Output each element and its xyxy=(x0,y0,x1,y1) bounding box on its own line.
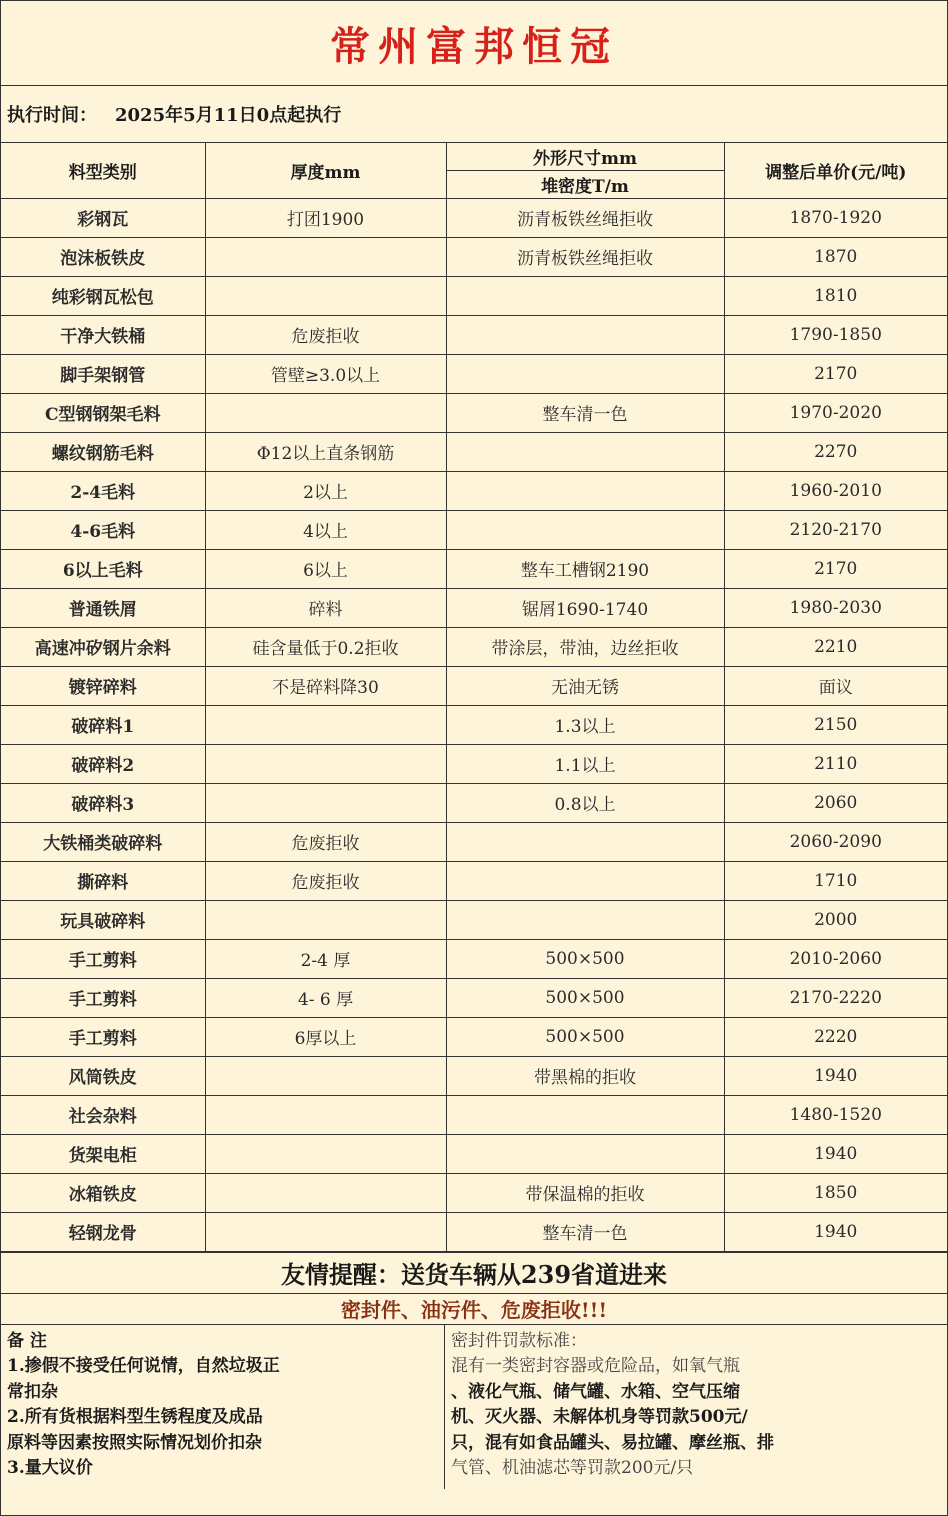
row-price: 1870-1920 xyxy=(724,198,947,237)
row-price: 1940 xyxy=(724,1134,947,1173)
table-row xyxy=(1,1134,947,1173)
table-row xyxy=(1,1212,947,1251)
row-size: 整车工槽钢2190 xyxy=(446,549,724,588)
row-price: 1790-1850 xyxy=(724,315,947,354)
row-size xyxy=(446,822,724,861)
row-price: 2170 xyxy=(724,354,947,393)
row-thickness: 2-4 厚 xyxy=(205,939,446,978)
row-thickness xyxy=(205,1212,446,1251)
row-thickness xyxy=(205,1173,446,1212)
row-name: 泡沫板铁皮 xyxy=(1,237,205,276)
row-price: 2060-2090 xyxy=(724,822,947,861)
row-name: 破碎料1 xyxy=(1,705,205,744)
row-size xyxy=(446,1095,724,1134)
table-row xyxy=(1,393,947,432)
row-thickness: 硅含量低于0.2拒收 xyxy=(205,627,446,666)
table-row xyxy=(1,510,947,549)
row-size xyxy=(446,276,724,315)
table-row xyxy=(1,588,947,627)
header-type: 料型类别 xyxy=(1,143,205,198)
row-name: 4-6毛料 xyxy=(1,510,205,549)
row-name: 破碎料3 xyxy=(1,783,205,822)
row-name: 冰箱铁皮 xyxy=(1,1173,205,1212)
row-name: 脚手架钢管 xyxy=(1,354,205,393)
execution-time xyxy=(1,86,947,143)
row-name: 手工剪料 xyxy=(1,978,205,1017)
row-name: 6以上毛料 xyxy=(1,549,205,588)
row-size xyxy=(446,510,724,549)
row-price: 2150 xyxy=(724,705,947,744)
delivery-reminder: 友情提醒：送货车辆从239省道进来 xyxy=(1,1252,947,1294)
table-row xyxy=(1,471,947,510)
table-row xyxy=(1,939,947,978)
row-thickness xyxy=(205,237,446,276)
execution-time-label: 执行时间： xyxy=(7,105,97,126)
remarks xyxy=(1,1325,445,1489)
row-name: 彩钢瓦 xyxy=(1,198,205,237)
row-size: 500×500 xyxy=(446,939,724,978)
penalty-line: 机、灭火器、未解体机身等罚款500元/ xyxy=(451,1407,748,1427)
table-row xyxy=(1,744,947,783)
row-size: 1.3以上 xyxy=(446,705,724,744)
row-thickness: 6以上 xyxy=(205,549,446,588)
row-thickness xyxy=(205,783,446,822)
row-size: 整车清一色 xyxy=(446,1212,724,1251)
row-size: 500×500 xyxy=(446,1017,724,1056)
penalty-line: 气管、机油滤芯等罚款200元/只 xyxy=(451,1458,694,1478)
row-size xyxy=(446,1134,724,1173)
row-thickness: 2以上 xyxy=(205,471,446,510)
table-row xyxy=(1,432,947,471)
row-size xyxy=(446,354,724,393)
row-price: 1970-2020 xyxy=(724,393,947,432)
penalty-standard xyxy=(445,1325,947,1489)
row-thickness: 管壁≥3.0以上 xyxy=(205,354,446,393)
penalty-line: 、液化气瓶、储气罐、水箱、空气压缩 xyxy=(451,1381,740,1402)
row-price: 2110 xyxy=(724,744,947,783)
row-name: 社会杂料 xyxy=(1,1095,205,1134)
table-row xyxy=(1,666,947,705)
row-thickness xyxy=(205,1056,446,1095)
header-thickness: 厚度mm xyxy=(205,143,446,198)
row-thickness: 打团1900 xyxy=(205,198,446,237)
row-price: 1480-1520 xyxy=(724,1095,947,1134)
row-thickness xyxy=(205,393,446,432)
price-table-body xyxy=(1,198,947,1251)
row-price: 1940 xyxy=(724,1212,947,1251)
row-price: 面议 xyxy=(724,666,947,705)
row-name: 风筒铁皮 xyxy=(1,1056,205,1095)
penalty-line: 混有一类密封容器或危险品，如氧气瓶 xyxy=(451,1356,740,1376)
table-row xyxy=(1,276,947,315)
row-size xyxy=(446,315,724,354)
row-price: 2220 xyxy=(724,1017,947,1056)
row-size: 无油无锈 xyxy=(446,666,724,705)
row-thickness xyxy=(205,1134,446,1173)
execution-time-value: 2025年5月11日0点起执行 xyxy=(115,105,342,126)
row-thickness: 6厚以上 xyxy=(205,1017,446,1056)
table-row xyxy=(1,198,947,237)
row-name: 破碎料2 xyxy=(1,744,205,783)
row-name: 纯彩钢瓦松包 xyxy=(1,276,205,315)
table-row xyxy=(1,822,947,861)
row-name: 轻钢龙骨 xyxy=(1,1212,205,1251)
header-density: 堆密度T/m xyxy=(446,170,724,198)
table-row xyxy=(1,315,947,354)
table-row xyxy=(1,978,947,1017)
row-name: 干净大铁桶 xyxy=(1,315,205,354)
row-name: 大铁桶类破碎料 xyxy=(1,822,205,861)
remarks-line: 原料等因素按照实际情况划价扣杂 xyxy=(7,1432,262,1453)
row-thickness: 4- 6 厚 xyxy=(205,978,446,1017)
remarks-line: 1.掺假不接受任何说情，自然垃圾正 xyxy=(7,1356,280,1376)
remarks-line: 2.所有货根据料型生锈程度及成品 xyxy=(7,1407,263,1427)
row-size: 带涂层，带油，边丝拒收 xyxy=(446,627,724,666)
price-table xyxy=(1,143,947,1252)
remarks-line: 常扣杂 xyxy=(7,1381,58,1402)
table-row xyxy=(1,705,947,744)
penalty-heading: 密封件罚款标准： xyxy=(451,1330,587,1351)
table-row xyxy=(1,861,947,900)
row-size: 带保温棉的拒收 xyxy=(446,1173,724,1212)
table-row xyxy=(1,1017,947,1056)
row-thickness: 危废拒收 xyxy=(205,315,446,354)
row-price: 1850 xyxy=(724,1173,947,1212)
remarks-line: 3.量大议价 xyxy=(7,1458,93,1478)
remarks-heading: 备 注 xyxy=(7,1330,47,1351)
row-size: 500×500 xyxy=(446,978,724,1017)
row-price: 1710 xyxy=(724,861,947,900)
table-row xyxy=(1,1095,947,1134)
row-name: 手工剪料 xyxy=(1,939,205,978)
table-row xyxy=(1,354,947,393)
row-size: 沥青板铁丝绳拒收 xyxy=(446,237,724,276)
row-name: 玩具破碎料 xyxy=(1,900,205,939)
row-thickness xyxy=(205,705,446,744)
row-size xyxy=(446,471,724,510)
row-thickness xyxy=(205,744,446,783)
row-name: 2-4毛料 xyxy=(1,471,205,510)
row-name: 撕碎料 xyxy=(1,861,205,900)
row-price: 1940 xyxy=(724,1056,947,1095)
header-size: 外形尺寸mm xyxy=(446,143,724,170)
row-size: 沥青板铁丝绳拒收 xyxy=(446,198,724,237)
row-thickness: 不是碎料降30 xyxy=(205,666,446,705)
row-price: 1960-2010 xyxy=(724,471,947,510)
header-price: 调整后单价(元/吨) xyxy=(724,143,947,198)
row-thickness xyxy=(205,1095,446,1134)
row-price: 2120-2170 xyxy=(724,510,947,549)
row-price: 1980-2030 xyxy=(724,588,947,627)
row-size: 整车清一色 xyxy=(446,393,724,432)
table-row xyxy=(1,1173,947,1212)
row-size: 锯屑1690-1740 xyxy=(446,588,724,627)
row-name: 货架电柜 xyxy=(1,1134,205,1173)
row-thickness xyxy=(205,276,446,315)
row-name: 镀锌碎料 xyxy=(1,666,205,705)
row-price: 2270 xyxy=(724,432,947,471)
row-name: 手工剪料 xyxy=(1,1017,205,1056)
row-price: 2170 xyxy=(724,549,947,588)
row-price: 2010-2060 xyxy=(724,939,947,978)
row-price: 1870 xyxy=(724,237,947,276)
row-thickness: 危废拒收 xyxy=(205,861,446,900)
row-size xyxy=(446,432,724,471)
row-size xyxy=(446,861,724,900)
row-price: 2170-2220 xyxy=(724,978,947,1017)
row-size: 1.1以上 xyxy=(446,744,724,783)
row-thickness: 4以上 xyxy=(205,510,446,549)
row-thickness: Φ12以上直条钢筋 xyxy=(205,432,446,471)
penalty-line: 只，混有如食品罐头、易拉罐、摩丝瓶、排 xyxy=(451,1432,774,1453)
table-row xyxy=(1,237,947,276)
row-price: 1810 xyxy=(724,276,947,315)
row-thickness xyxy=(205,900,446,939)
table-row xyxy=(1,549,947,588)
table-row xyxy=(1,1056,947,1095)
row-thickness: 碎料 xyxy=(205,588,446,627)
row-name: 普通铁屑 xyxy=(1,588,205,627)
table-row xyxy=(1,900,947,939)
table-row xyxy=(1,783,947,822)
row-thickness: 危废拒收 xyxy=(205,822,446,861)
notes-section xyxy=(1,1325,947,1489)
row-name: 高速冲矽钢片余料 xyxy=(1,627,205,666)
rejection-warning: 密封件、油污件、危废拒收!!! xyxy=(1,1294,947,1325)
company-title: 常州富邦恒冠 xyxy=(1,1,947,86)
row-size xyxy=(446,900,724,939)
row-name: C型钢钢架毛料 xyxy=(1,393,205,432)
row-size: 0.8以上 xyxy=(446,783,724,822)
table-row xyxy=(1,627,947,666)
row-price: 2210 xyxy=(724,627,947,666)
row-price: 2060 xyxy=(724,783,947,822)
row-size: 带黑棉的拒收 xyxy=(446,1056,724,1095)
row-name: 螺纹钢筋毛料 xyxy=(1,432,205,471)
row-price: 2000 xyxy=(724,900,947,939)
